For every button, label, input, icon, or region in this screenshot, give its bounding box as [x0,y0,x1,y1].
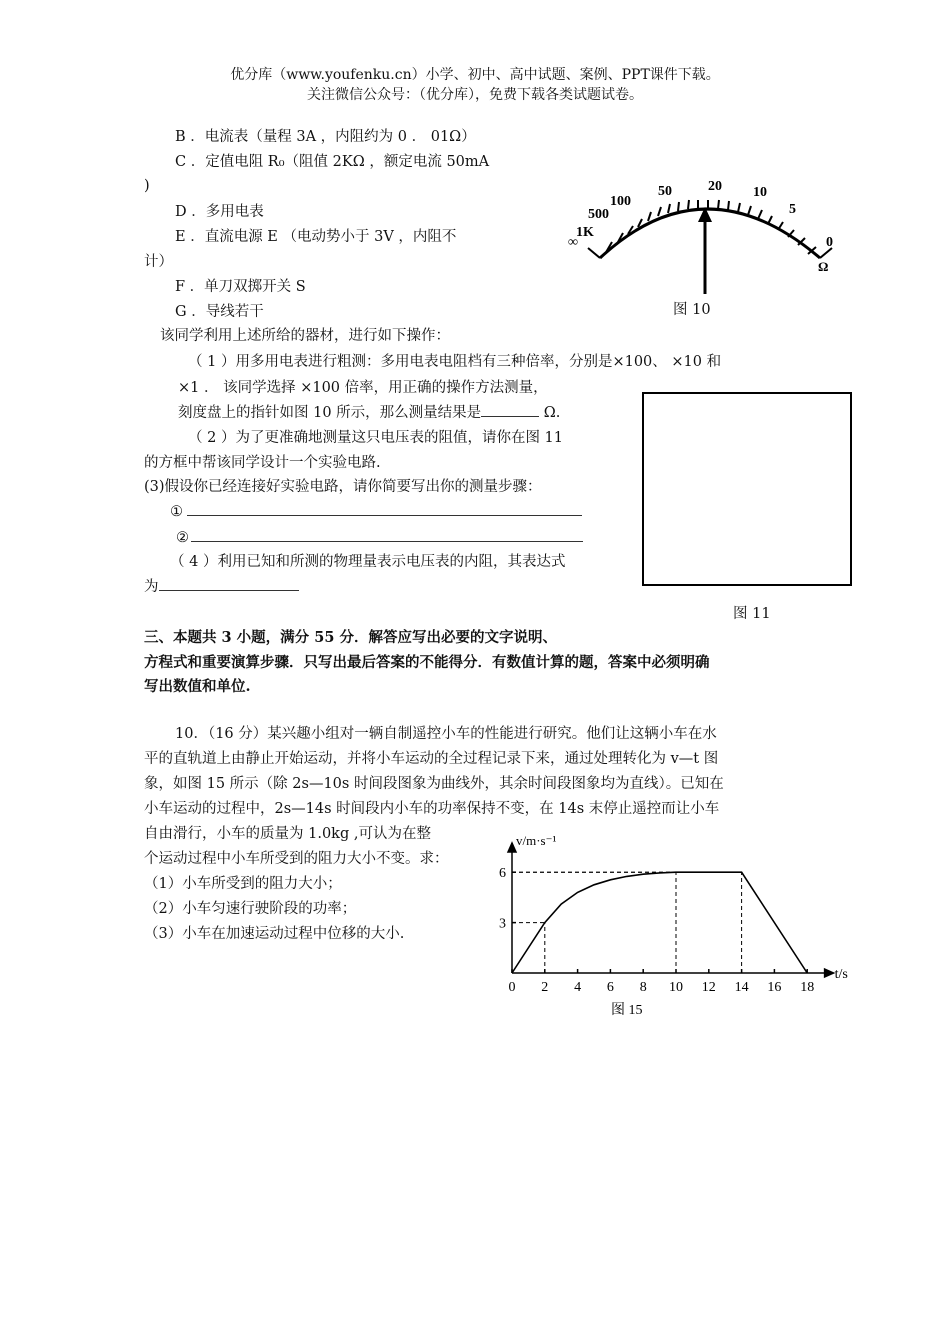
scale-label-10: 10 [753,185,767,200]
x-tick-label: 16 [767,980,782,995]
q1-line-3 [178,403,560,423]
x-tick-label: 6 [606,980,614,995]
item-c-cont: ) [144,178,150,194]
y-axis-label: v/m·s⁻¹ [516,833,557,848]
x-tick-label: 4 [574,980,582,995]
scale-label-100: 100 [610,194,631,209]
item-c: C ．定值电阻 R₀（阻值 2KΩ ，额定电流 50mA [175,154,490,170]
x-tick-label: 12 [701,980,716,995]
q4-prefix: 为 [144,579,159,595]
step-2 [176,528,583,548]
item-e-cont: 计） [144,254,173,270]
q4-line-1: （ 4 ）利用已知和所测的物理量表示电压表的内阻，其表达式 [170,554,566,570]
q4-line-2 [144,577,299,597]
q2-line-1: （ 2 ）为了更准确地测量这只电压表的阻值，请你在图 11 [188,430,564,446]
figure-11-circuit-box[interactable] [642,392,852,586]
figure-11-caption: 图 11 [733,606,771,622]
item-g: G ．导线若干 [175,304,264,320]
scale-label-1k: 1K [576,225,594,240]
x-tick-label: 8 [639,980,647,995]
header-line-1: 优分库（www.youfenku.cn）小学、初中、高中试题、案例、PPT课件下载。 [230,67,720,83]
scale-label-0: 0 [826,235,833,250]
step-1 [170,502,582,522]
x-tick-label: 10 [669,980,683,995]
figure-10-ohm-scale [560,170,850,295]
x-tick-label: 18 [800,980,815,995]
item-d: D ．多用电表 [175,204,264,220]
header-line-2: 关注微信公众号：（优分库），免费下载各类试题试卷。 [307,87,643,103]
step-2-answer-line[interactable] [191,541,583,542]
series-v-line [512,872,807,973]
x-tick-label: 14 [734,980,749,995]
scale-label-20: 20 [708,179,722,194]
q4-answer-blank[interactable] [159,590,299,591]
scale-arc [600,209,820,258]
x-tick-label: 0 [508,980,516,995]
scale-label-inf: ∞ [568,235,578,250]
q1-line-1: （ 1 ）用多用电表进行粗测：多用电表电阻档有三种倍率，分别是×100、 ×10 和 [188,354,722,370]
q1-line-2: ×1 ． 该同学选择 ×100 倍率，用正确的操作方法测量， [178,380,548,396]
q3-line: (3)假设你已经连接好实验电路，请你简要写出你的测量步骤： [144,479,542,495]
y-axis-arrow [508,843,516,852]
q1-line-3-text: 刻度盘上的指针如图 10 所示，那么测量结果是 [178,405,482,421]
y-tick-label: 6 [499,866,506,882]
figure-10-caption: 图 10 [673,302,711,318]
problem-10-q1: （1）小车所受到的阻力大小； [144,876,342,892]
section-3-line-2: 方程式和重要演算步骤．只写出最后答案的不能得分．有数值计算的题，答案中必须明确 [144,654,710,671]
x-axis-arrow [825,969,834,977]
section-3-line-3: 写出数值和单位. [144,678,251,695]
scale-label-5: 5 [789,202,796,217]
step-1-answer-line[interactable] [187,515,582,516]
section-3-line-1: 三、本题共 3 小题，满分 55 分．解答应写出必要的文字说明、 [144,629,557,646]
item-b: B ．电流表（量程 3A ，内阻约为 0 ． 01Ω） [175,129,476,145]
step-1-marker: ① [170,504,183,520]
scale-label-50: 50 [658,184,672,199]
problem-10-line-6: 个运动过程中小车所受到的阻力大小不变。求： [144,851,449,867]
problem-10-line-4: 小车运动的过程中，2s—14s 时间段内小车的功率保持不变，在 14s 末停止遥控而让小车 [144,801,720,817]
figure-15-vt-chart [490,818,860,1023]
x-axis-label: t/s [834,967,848,982]
y-tick-label: 3 [499,916,506,932]
procedure-intro: 该同学利用上述所给的器材，进行如下操作： [160,328,450,344]
problem-10-q3: （3）小车在加速运动过程中位移的大小. [144,926,405,942]
q2-line-2: 的方框中帮该同学设计一个实验电路. [144,455,381,471]
problem-10-line-3: 象，如图 15 所示（除 2s—10s 时间段图象为曲线外，其余时间段图象均为直线）。已知在 [144,776,724,792]
x-tick-label: 2 [541,980,549,995]
problem-10-line-5: 自由滑行，小车的质量为 1.0kg ,可认为在整 [144,826,431,842]
problem-10-line-1: 10．（16 分）某兴趣小组对一辆自制遥控小车的性能进行研究。他们让这辆小车在水 [175,726,717,742]
problem-10-line-2: 平的直轨道上由静止开始运动，并将小车运动的全过程记录下来，通过处理转化为 v—t 图 [144,751,719,767]
item-f: F ．单刀双掷开关 S [175,279,306,295]
problem-10-q2: （2）小车匀速行驶阶段的功率； [144,901,357,917]
q1-line-3-unit: Ω. [539,405,561,421]
scale-unit-ohm: Ω [818,259,829,274]
scale-label-500: 500 [588,207,609,222]
q1-answer-blank[interactable] [481,416,539,417]
step-2-marker: ② [176,530,189,546]
item-e: E ．直流电源 E （电动势小于 3V ，内阻不 [175,229,457,245]
chart-title: 图 15 [611,1003,643,1018]
